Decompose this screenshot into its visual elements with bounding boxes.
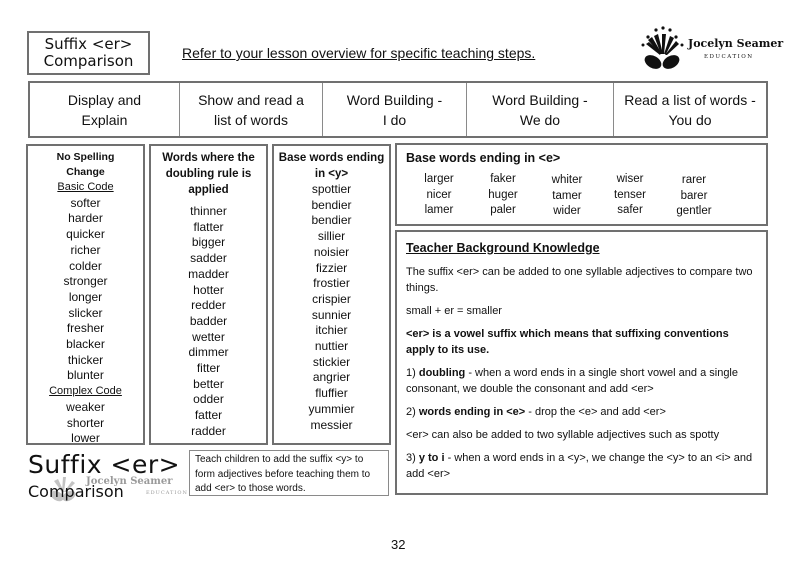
doubling-column — [149, 144, 268, 445]
word: shorter — [66, 415, 105, 430]
word: lower — [71, 431, 100, 446]
logo — [636, 24, 796, 72]
title-box — [27, 31, 150, 75]
word-column — [473, 172, 533, 219]
step-read-you-do: Read a list of words - You do — [624, 91, 756, 128]
tree-hands-icon — [636, 24, 686, 72]
tbk-title: Teacher Background Knowledge — [406, 241, 600, 255]
word: nuttier — [314, 339, 349, 354]
ending-e-heading: Base words ending in <e> — [406, 151, 561, 165]
word: bigger — [191, 235, 226, 250]
column-heading: No Spelling — [56, 151, 115, 163]
word: sadder — [190, 251, 227, 266]
word: safer — [617, 204, 643, 216]
ending-y-column — [272, 144, 391, 445]
basic-code-label: Basic Code — [57, 181, 114, 193]
ending-e-box — [395, 143, 768, 226]
word: wiser — [616, 173, 644, 185]
word: thicker — [67, 352, 104, 367]
word: fizzier — [315, 260, 348, 275]
logo-sub: EDUCATION — [704, 54, 754, 60]
tbk-example: small + er = smaller — [406, 305, 502, 317]
step-word-building-i-do: Word Building - I do — [323, 83, 467, 136]
word: flatter — [193, 219, 224, 234]
tbk-rule-doubling: 1) doubling - when a word ends in a single short vowel and a single consonant, we double the consonant and add <er> — [406, 367, 738, 395]
complex-code-label: Complex Code — [49, 385, 122, 398]
lesson-steps — [28, 81, 768, 138]
word: richer — [70, 242, 101, 257]
word: odder — [193, 392, 224, 407]
word: tamer — [552, 189, 582, 202]
title-line-2: Comparison — [43, 52, 134, 70]
teaching-note: Teach children to add the suffix <y> to form adjectives before teaching them to add <er> to those words. — [189, 450, 389, 496]
word: fluffier — [315, 386, 348, 401]
bottom-title-logo — [28, 451, 188, 511]
word: fitter — [196, 361, 221, 376]
column-heading: applied — [188, 184, 229, 196]
word: lamer — [424, 204, 454, 216]
word: stickier — [312, 354, 351, 369]
word: sunnier — [311, 307, 352, 322]
page-number: 32 — [391, 537, 406, 552]
word: nicer — [426, 188, 452, 201]
word: bendier — [311, 197, 352, 212]
column-heading: Base words ending — [278, 152, 385, 164]
word: crispier — [312, 291, 351, 306]
word: wider — [553, 205, 581, 217]
word: noisier — [313, 244, 350, 259]
tbk-rule-ending-e: 2) words ending in <e> - drop the <e> and add <er> — [406, 406, 666, 418]
word: better — [193, 376, 224, 391]
no-spelling-change-column — [26, 144, 145, 445]
word: paler — [490, 204, 516, 216]
column-heading: in <y> — [314, 168, 349, 180]
tbk-paragraph: <er> can also be added to two syllable adjectives such as spotty — [406, 429, 720, 441]
word: whiter — [551, 174, 583, 186]
logo-brand: Jocelyn Seamer — [688, 37, 784, 50]
step-display-explain: Display and Explain — [30, 83, 180, 136]
bottom-title-big: Suffix <er> — [28, 450, 181, 479]
word-column — [537, 173, 597, 220]
word: harder — [68, 211, 103, 226]
word: radder — [191, 423, 226, 438]
bottom-title-small: Comparison — [28, 482, 124, 501]
word: tenser — [614, 188, 646, 201]
word: fresher — [66, 321, 105, 336]
word: faker — [490, 173, 516, 185]
word: quicker — [66, 227, 105, 242]
word: colder — [69, 258, 102, 273]
word: spottier — [311, 182, 352, 196]
step-word-building-we-do: Word Building - We do — [467, 83, 614, 136]
word: rarer — [681, 174, 707, 186]
word: badder — [189, 313, 228, 328]
column-heading: Words where the — [162, 152, 255, 164]
word: fatter — [194, 408, 223, 423]
column-heading: doubling rule is — [165, 168, 252, 180]
word: dimmer — [188, 345, 229, 360]
tbk-paragraph: The suffix <er> can be added to one syllable adjectives to compare two things. — [406, 266, 753, 294]
word: larger — [424, 173, 454, 185]
tbk-paragraph-bold: <er> is a vowel suffix which means that suffixing conventions apply to its use. — [406, 328, 729, 356]
word: blacker — [66, 337, 105, 352]
teacher-background-knowledge — [395, 230, 768, 495]
word: itchier — [315, 323, 348, 338]
tbk-rule-y-to-i: 3) y to i - when a word ends in a <y>, we change the <y> to an <i> and add <er> — [406, 452, 753, 480]
word: sillier — [317, 229, 346, 244]
word: blunter — [67, 368, 104, 383]
word: bendier — [311, 213, 352, 228]
title-line-1: Suffix <er> — [44, 35, 133, 53]
watermark-sub: EDUCATION — [146, 490, 188, 496]
word: messier — [310, 417, 353, 432]
word-column — [664, 173, 724, 220]
word: wetter — [192, 329, 225, 344]
word: softer — [70, 195, 101, 210]
word: yummier — [308, 401, 355, 416]
word: weaker — [66, 399, 105, 414]
word: barer — [680, 189, 708, 202]
word: frostier — [313, 276, 350, 291]
word: gentler — [676, 205, 712, 217]
step-show-read: Show and read a list of words — [180, 83, 323, 136]
word: slicker — [68, 305, 103, 320]
word-column — [409, 172, 469, 219]
word: madder — [188, 266, 229, 281]
word: longer — [68, 289, 103, 304]
watermark-brand: Jocelyn Seamer — [86, 476, 173, 487]
word: thinner — [190, 204, 227, 218]
word: hotter — [193, 282, 224, 297]
word: stronger — [63, 274, 108, 289]
instruction-text: Refer to your lesson overview for specific teaching steps. — [182, 45, 536, 61]
word-column — [600, 172, 660, 219]
word: huger — [488, 188, 518, 201]
column-heading: Change — [66, 166, 105, 178]
word: angrier — [312, 370, 351, 385]
word: redder — [191, 298, 226, 313]
